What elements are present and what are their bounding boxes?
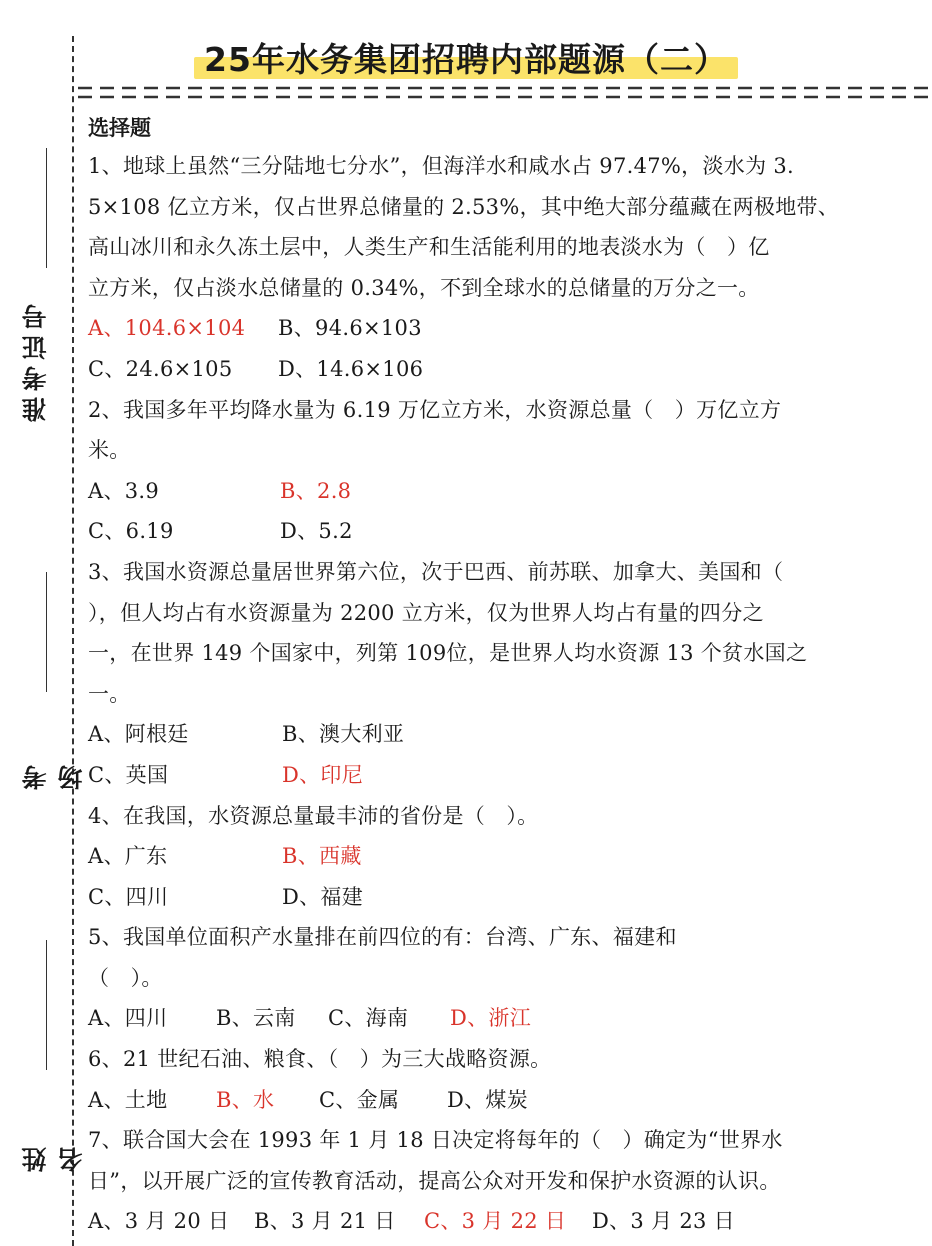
question-text-line: 一，在世界 149 个国家中，列第 109位，是世界人均水资源 13 个贫水国之: [88, 641, 808, 666]
option: D、14.6×106: [278, 356, 424, 381]
options-row: [88, 1080, 916, 1121]
option: D、煤炭: [447, 1087, 529, 1112]
option: B、3 月 21 日: [254, 1209, 396, 1234]
options-row: [88, 877, 916, 918]
question-text-line: 日”，以开展广泛的宣传教育活动，提高公众对开发和保护水资源的认识。: [88, 1168, 781, 1193]
option: B、94.6×103: [278, 316, 422, 341]
exam-room-fill-line: [46, 572, 47, 692]
option: B、澳大利亚: [282, 722, 405, 747]
options-row: [88, 349, 916, 390]
exam-id-label: 准考证号: [21, 298, 50, 422]
option: A、土地: [88, 1087, 168, 1112]
question-text-line: 米。: [88, 438, 131, 463]
option: A、3 月 20 日: [88, 1209, 230, 1234]
option: A、四川: [88, 1006, 168, 1031]
option: A、3.9: [88, 478, 160, 503]
title-area: [0, 34, 932, 81]
option: D、福建: [282, 884, 364, 909]
question-text-line: 7、联合国大会在 1993 年 1 月 18 日决定将每年的（ ）确定为“世界水: [88, 1128, 783, 1153]
option: D、5.2: [280, 519, 353, 544]
answer-option: D、印尼: [282, 762, 364, 787]
option: C、金属: [319, 1087, 400, 1112]
answer-option: C、3 月 22 日: [424, 1209, 567, 1234]
question-content: [88, 110, 916, 1242]
options-row: [88, 1201, 916, 1242]
section-heading: 选择题: [88, 116, 151, 140]
options-row: [88, 755, 916, 796]
name-fill-line: [46, 940, 47, 1070]
option: D、3 月 23 日: [592, 1209, 735, 1234]
exam-id-fill-line: [46, 148, 47, 268]
question-text-line: ），但人均占有水资源量为 2200 立方米，仅为世界人均占有量的四分之: [88, 600, 764, 625]
question-text-line: 4、在我国，水资源总量最丰沛的省份是（ ）。: [88, 803, 539, 828]
question-text-line: 2、我国多年平均降水量为 6.19 万亿立方米，水资源总量（ ）万亿立方: [88, 397, 782, 422]
option: A、广东: [88, 844, 168, 869]
answer-option: D、浙江: [450, 1006, 532, 1031]
options-row: [88, 308, 916, 349]
option: C、6.19: [88, 519, 174, 544]
answer-option: B、西藏: [282, 844, 362, 869]
question-text-line: 3、我国水资源总量居世界第六位，次于巴西、前苏联、加拿大、美国和（: [88, 559, 784, 584]
question-text-line: 6、21 世纪石油、粮食、（ ）为三大战略资源。: [88, 1047, 552, 1072]
answer-option: A、104.6×104: [88, 316, 246, 341]
question-text-line: 高山冰川和永久冻土层中，人类生产和生活能利用的地表淡水为（ ）亿: [88, 235, 770, 260]
name-label: 姓名: [21, 1125, 86, 1172]
question-lines: [88, 146, 916, 1242]
option: C、四川: [88, 884, 169, 909]
option: B、云南: [216, 1006, 296, 1031]
option: C、24.6×105: [88, 356, 233, 381]
answer-option: B、水: [216, 1087, 275, 1112]
question-text-line: （ ）。: [88, 965, 163, 990]
double-dashed-divider: [78, 86, 930, 99]
options-row: [88, 836, 916, 877]
options-row: [88, 471, 916, 512]
question-text-line: 5、我国单位面积产水量排在前四位的有：台湾、广东、福建和: [88, 925, 677, 950]
options-row: [88, 714, 916, 755]
option: C、海南: [328, 1006, 409, 1031]
question-text-line: 一。: [88, 681, 131, 706]
answer-option: B、2.8: [280, 478, 352, 503]
option: C、英国: [88, 762, 169, 787]
page-title: 25年水务集团招聘内部题源（二）: [194, 34, 738, 81]
options-row: [88, 511, 916, 552]
exam-room-label: 考场: [21, 743, 86, 790]
question-text-line: 1、地球上虽然“三分陆地七分水”，但海洋水和咸水占 97.47%，淡水为 3.: [88, 154, 794, 178]
options-row: [88, 998, 916, 1039]
binding-dashed-line: [72, 36, 74, 1246]
question-text-line: 立方米，仅占淡水总储量的 0.34%，不到全球水的总储量的万分之一。: [88, 275, 760, 300]
option: A、阿根廷: [88, 722, 189, 747]
question-text-line: 5×108 亿立方米，仅占世界总储量的 2.53%，其中绝大部分蕴藏在两极地带、: [88, 194, 840, 219]
